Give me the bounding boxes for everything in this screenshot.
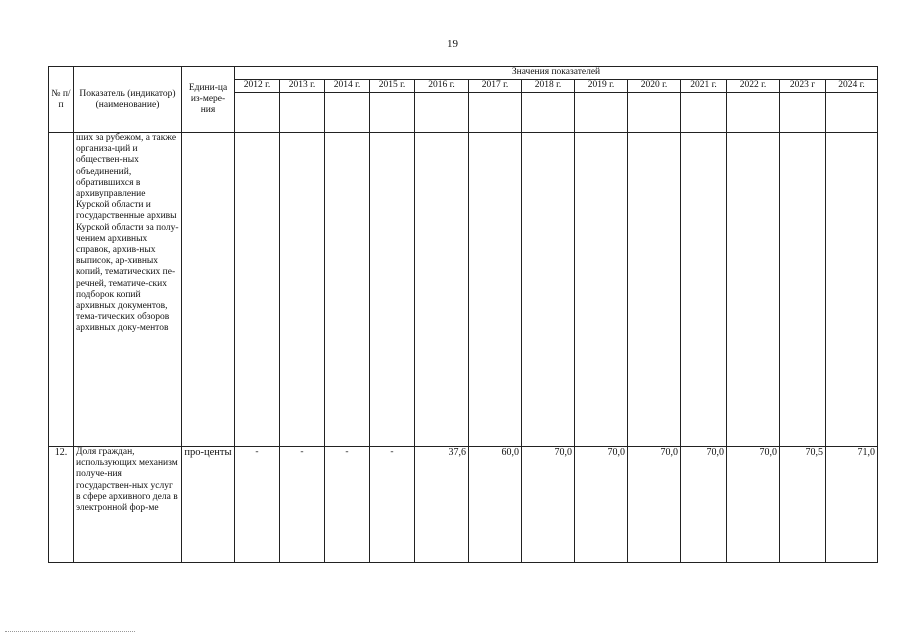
header-year: 2022 г. [727, 80, 780, 93]
row-value [826, 133, 878, 447]
row-value: 70,0 [522, 447, 575, 563]
header-year: 2023 г [780, 80, 826, 93]
indicators-table [48, 66, 878, 563]
row-value [522, 133, 575, 447]
header-values-group: Значения показателей [235, 67, 878, 80]
row-value: - [280, 447, 325, 563]
header-year: 2020 г. [628, 80, 681, 93]
row-value [235, 133, 280, 447]
row-value: 37,6 [415, 447, 469, 563]
row-value [325, 133, 370, 447]
table-row [49, 133, 878, 447]
row-num: 12. [49, 447, 74, 563]
row-unit: про-центы [182, 447, 235, 563]
row-value: 70,0 [681, 447, 727, 563]
row-indicator-name: ших за рубежом, а также организа-ций и обществен-ных объединений, обратившихся в архивуправление Курской области и государственные архивы Курской области за полу-чением архивных справок, архив-ных выписок, ар-хивных копий, тематических пе-речней, тематиче-ских подборок копий архивных документов, тема-тических обзоров архивных доку-ментов [74, 133, 182, 447]
row-value: 71,0 [826, 447, 878, 563]
row-value: - [235, 447, 280, 563]
row-value [370, 133, 415, 447]
row-num [49, 133, 74, 447]
header-year: 2021 г. [681, 80, 727, 93]
row-value: 60,0 [469, 447, 522, 563]
row-value: 70,0 [575, 447, 628, 563]
header-unit: Едини-ца из-мере-ния [182, 67, 235, 133]
header-year: 2012 г. [235, 80, 280, 93]
header-indicator: Показатель (индикатор) (наименование) [74, 67, 182, 133]
header-year: 2024 г. [826, 80, 878, 93]
table-row [49, 447, 878, 563]
row-value [727, 133, 780, 447]
row-value [575, 133, 628, 447]
header-year: 2017 г. [469, 80, 522, 93]
row-value [280, 133, 325, 447]
header-year: 2019 г. [575, 80, 628, 93]
row-value: 70,0 [727, 447, 780, 563]
row-indicator-name: Доля граждан, использующих механизм получе-ния государствен-ных услуг в сфере архивного дела в электронной фор-ме [74, 447, 182, 563]
header-year: 2016 г. [415, 80, 469, 93]
row-unit [182, 133, 235, 447]
scan-artifact [5, 631, 135, 638]
row-value [681, 133, 727, 447]
header-year: 2015 г. [370, 80, 415, 93]
row-value [780, 133, 826, 447]
header-num: № п/п [49, 67, 74, 133]
row-value: 70,0 [628, 447, 681, 563]
row-value: - [370, 447, 415, 563]
row-value: 70,5 [780, 447, 826, 563]
page-number: 19 [447, 38, 458, 50]
header-year: 2014 г. [325, 80, 370, 93]
row-value: - [325, 447, 370, 563]
row-value [415, 133, 469, 447]
header-year: 2013 г. [280, 80, 325, 93]
row-value [628, 133, 681, 447]
header-year: 2018 г. [522, 80, 575, 93]
row-value [469, 133, 522, 447]
